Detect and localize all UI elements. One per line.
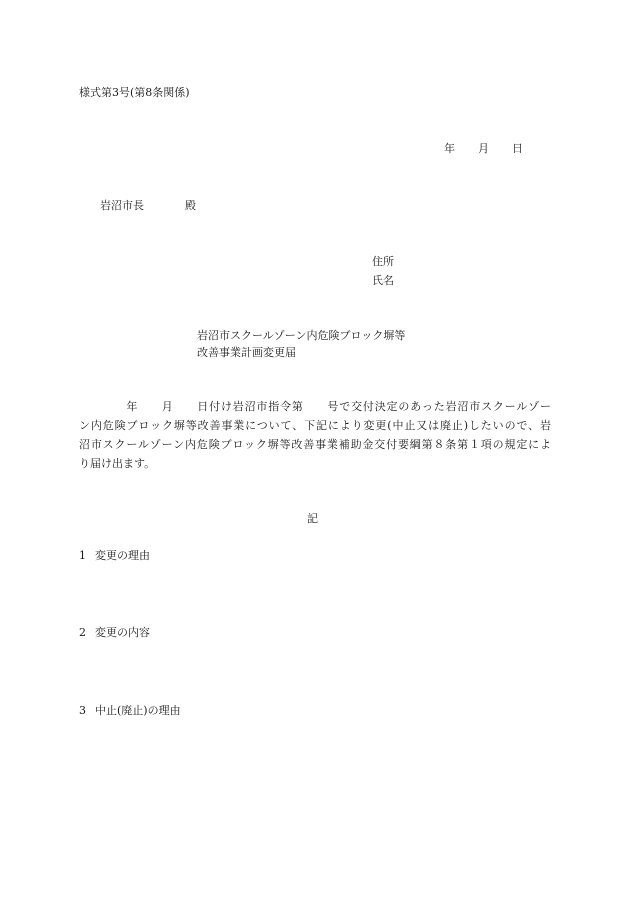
- date-month: 月: [478, 142, 489, 155]
- title-line-2: 改善事業計画変更届: [197, 346, 296, 359]
- body-line-4: り届け出ます。: [79, 457, 156, 470]
- body-line-1: 年 月 日付け岩沼市指令第 号で交付決定のあった岩沼市スクールゾー: [79, 400, 551, 413]
- item-number: 3: [79, 704, 86, 717]
- ki-heading: 記: [307, 512, 318, 525]
- list-item: [79, 703, 181, 718]
- item-label: 変更の内容: [95, 626, 150, 639]
- addressee-name: 岩沼市長: [100, 199, 144, 212]
- form-number: 様式第3号(第8条関係): [79, 86, 190, 99]
- document-title: [197, 327, 405, 361]
- item-label: 変更の理由: [95, 549, 150, 562]
- item-label: 中止(廃止)の理由: [95, 704, 181, 717]
- list-item: [79, 625, 150, 640]
- addressee-honorific: 殿: [185, 199, 196, 212]
- body-line-2: ン内危険ブロック塀等改善事業について、下記により変更(中止又は廃止)したいので、岩: [79, 419, 551, 432]
- date-year: 年: [444, 142, 455, 155]
- body-paragraph: [79, 397, 551, 473]
- applicant-address-label: 住所: [372, 255, 394, 268]
- addressee: [100, 198, 196, 213]
- item-number: 2: [79, 626, 86, 639]
- item-number: 1: [79, 549, 86, 562]
- body-line-3: 沼市スクールゾーン内危険ブロック塀等改善事業補助金交付要綱第８条第１項の規定によ: [79, 438, 551, 451]
- date-day: 日: [512, 142, 523, 155]
- list-item: [79, 548, 150, 563]
- applicant-name-label: 氏名: [372, 274, 394, 287]
- date-row: [444, 141, 523, 156]
- title-line-1: 岩沼市スクールゾーン内危険ブロック塀等: [197, 329, 406, 342]
